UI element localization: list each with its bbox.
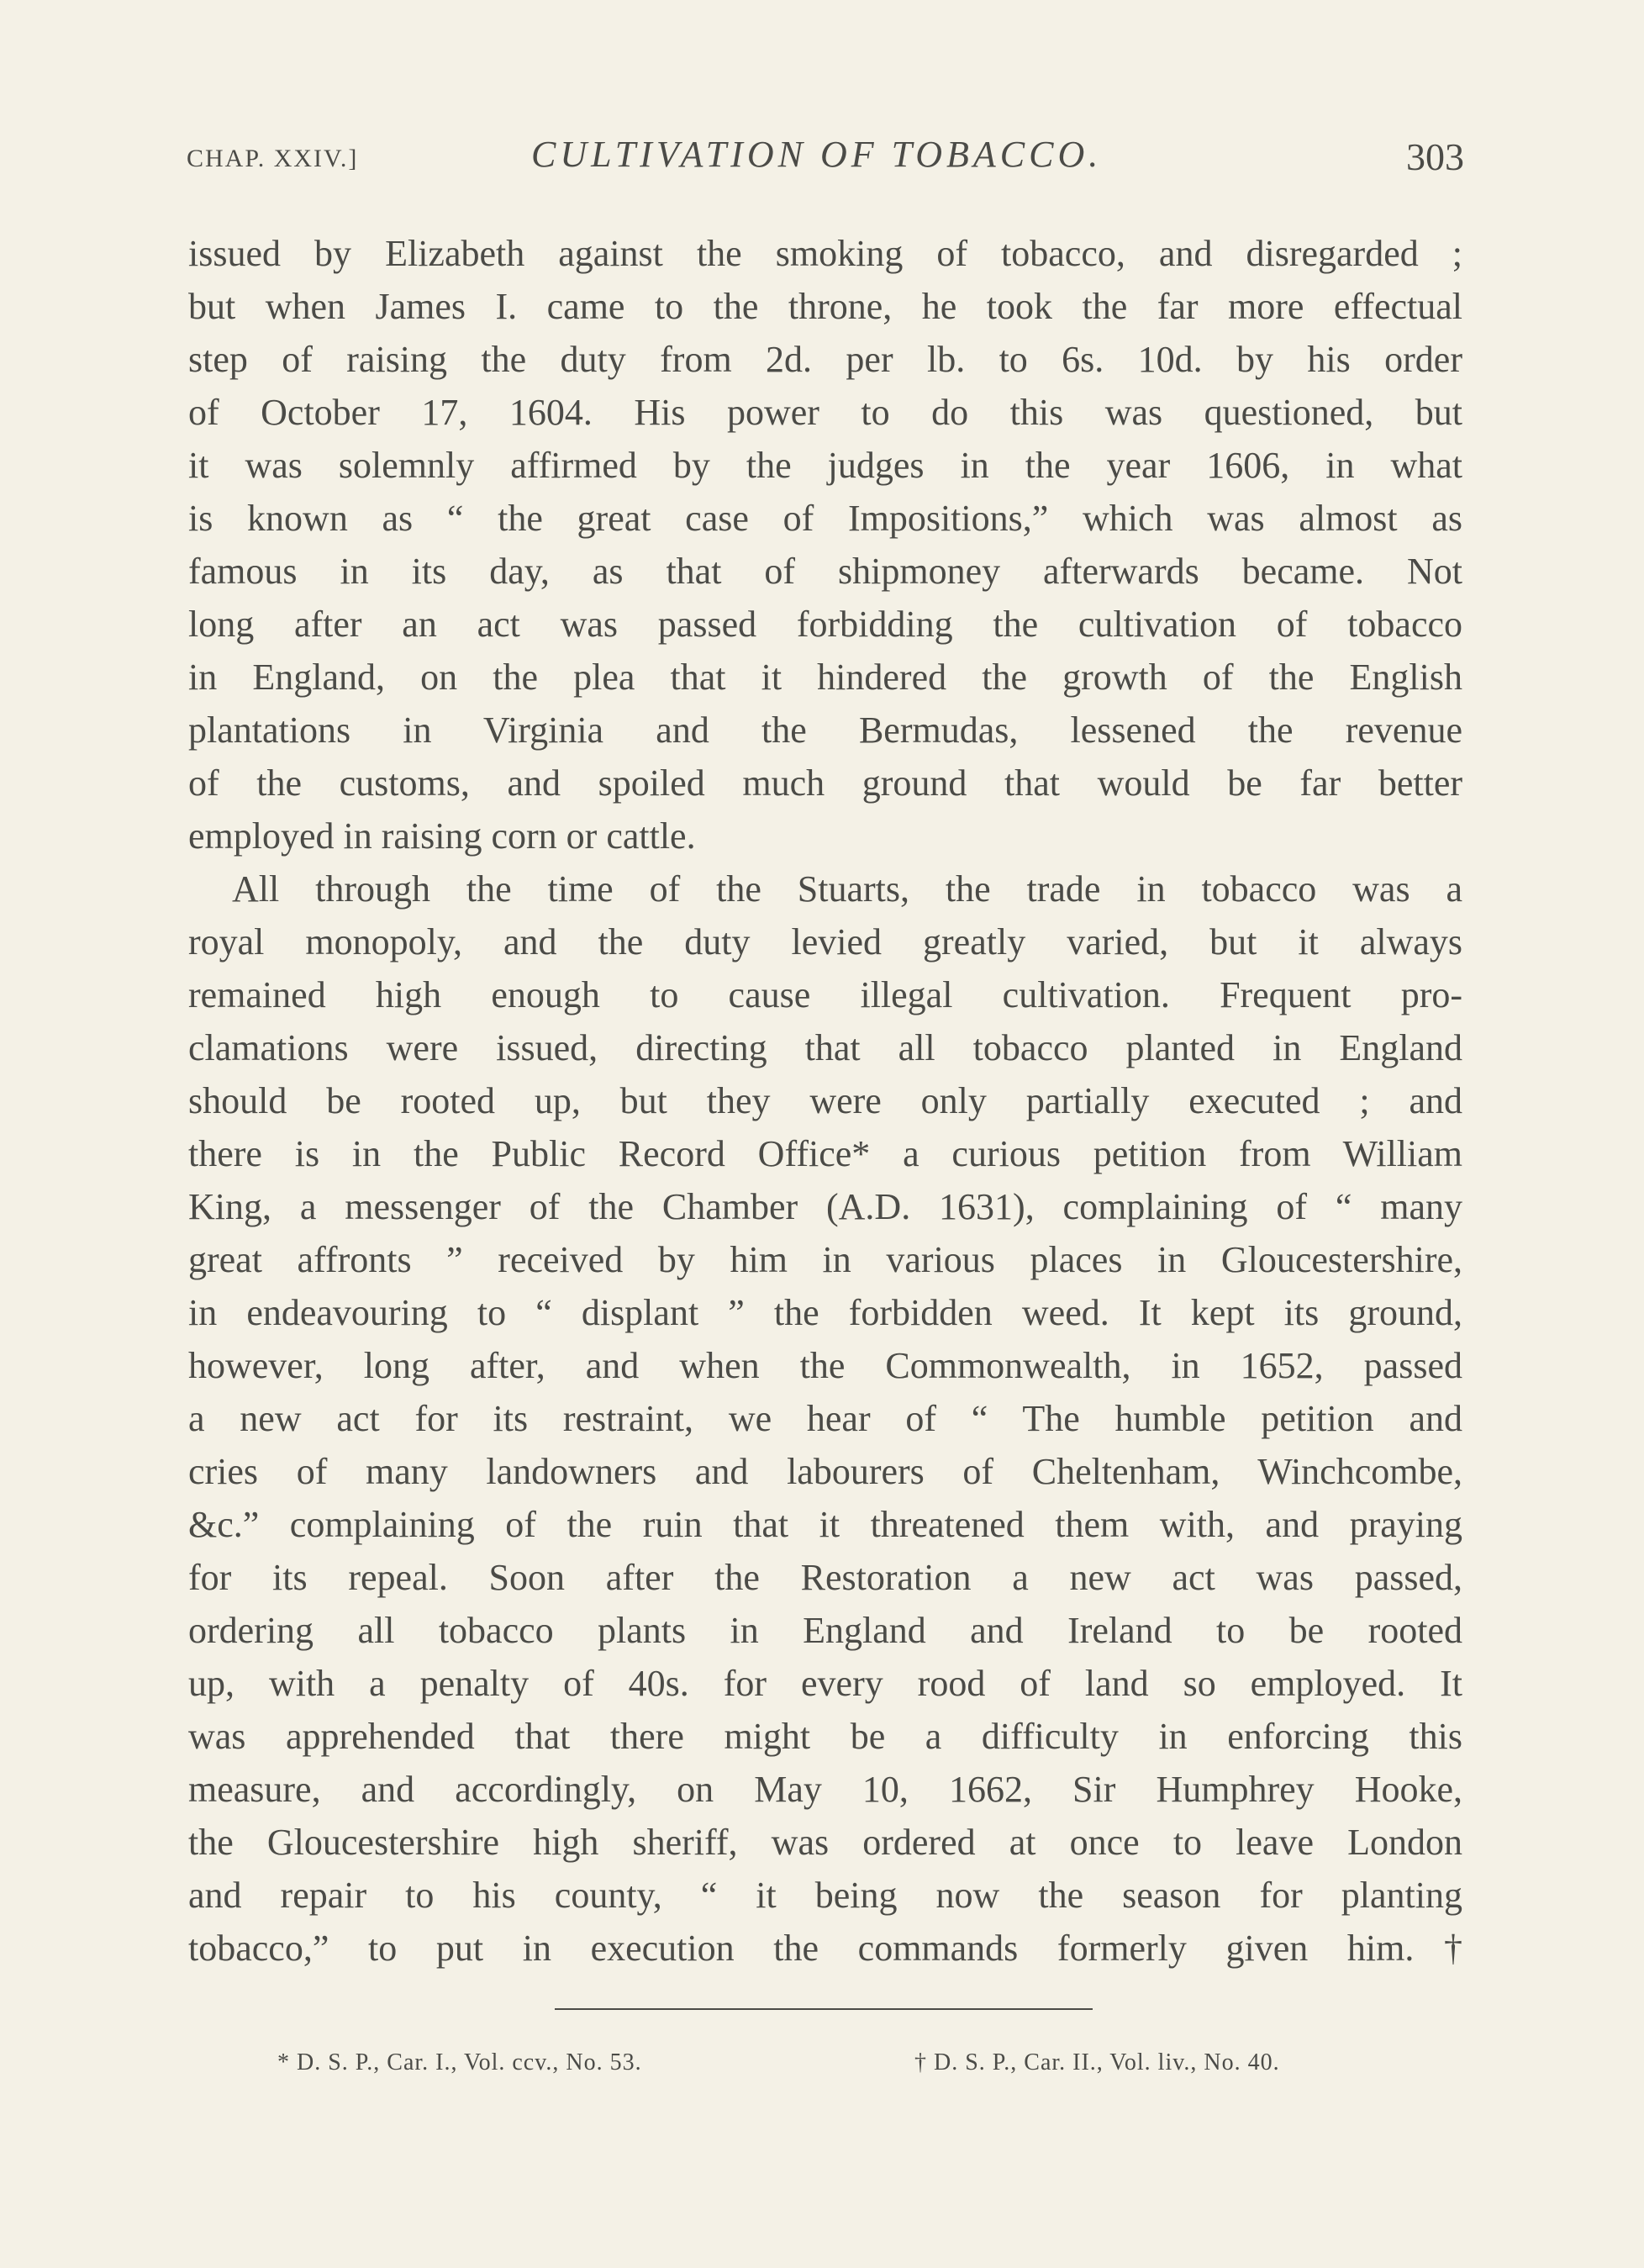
text-line: for its repeal. Soon after the Restoration a new act was passed, xyxy=(188,1557,1462,1598)
text-line: issued by Elizabeth against the smoking of tobacco, and disregarded ; xyxy=(188,233,1462,274)
text-line: of October 17, 1604. His power to do this was questioned, but xyxy=(188,392,1462,433)
footnote-2: † D. S. P., Car. II., Vol. liv., No. 40. xyxy=(914,2049,1280,2075)
text-line: the Gloucestershire high sheriff, was ordered at once to leave London xyxy=(188,1822,1462,1863)
text-line: ordering all tobacco plants in England and Ireland to be rooted xyxy=(188,1610,1462,1651)
text-line: a new act for its restraint, we hear of “ The humble petition and xyxy=(188,1398,1462,1439)
text-line: remained high enough to cause illegal cultivation. Frequent pro- xyxy=(188,974,1462,1015)
paragraph-start-line: All through the time of the Stuarts, the trade in tobacco was a xyxy=(232,868,1462,910)
text-line: up, with a penalty of 40s. for every rood of land so employed. It xyxy=(188,1663,1462,1704)
body-text xyxy=(188,227,1462,1975)
text-line: however, long after, and when the Commonwealth, in 1652, passed xyxy=(188,1345,1462,1386)
page-number: 303 xyxy=(1406,135,1464,178)
text-line: there is in the Public Record Office* a curious petition from William xyxy=(188,1133,1462,1174)
running-title: CULTIVATION OF TOBACCO. xyxy=(531,134,1103,175)
text-line: and repair to his county, “ it being now the season for planting xyxy=(188,1875,1462,1916)
text-line: royal monopoly, and the duty levied greatly varied, but it always xyxy=(188,921,1462,963)
footnote-divider xyxy=(555,2008,1093,2010)
text-line: tobacco,” to put in execution the commands formerly given him.† xyxy=(188,1928,1462,1969)
chapter-label: CHAP. XXIV.] xyxy=(187,145,359,172)
text-line: famous in its day, as that of shipmoney afterwards became. Not xyxy=(188,551,1462,592)
text-line: but when James I. came to the throne, he took the far more effectual xyxy=(188,286,1462,327)
text-line: it was solemnly affirmed by the judges in the year 1606, in what xyxy=(188,445,1462,486)
text-line: of the customs, and spoiled much ground that would be far better xyxy=(188,762,1462,804)
footnote-1: * D. S. P., Car. I., Vol. ccv., No. 53. xyxy=(277,2049,642,2075)
text-line: is known as “ the great case of Impositions,” which was almost as xyxy=(188,498,1462,539)
text-line: measure, and accordingly, on May 10, 1662, Sir Humphrey Hooke, xyxy=(188,1769,1462,1810)
text-line: step of raising the duty from 2d. per lb. to 6s. 10d. by his order xyxy=(188,339,1462,380)
paragraph-end-line: employed in raising corn or cattle. xyxy=(188,815,696,857)
text-line: plantations in Virginia and the Bermudas, lessened the revenue xyxy=(188,709,1462,751)
text-line: cries of many landowners and labourers of Cheltenham, Winchcombe, xyxy=(188,1451,1462,1492)
text-line: King, a messenger of the Chamber (A.D. 1631), complaining of “ many xyxy=(188,1186,1462,1227)
text-line: long after an act was passed forbidding the cultivation of tobacco xyxy=(188,604,1462,645)
text-line: clamations were issued, directing that all tobacco planted in England xyxy=(188,1027,1462,1068)
text-line: should be rooted up, but they were only partially executed ; and xyxy=(188,1080,1462,1121)
text-line: in England, on the plea that it hindered the growth of the English xyxy=(188,657,1462,698)
text-line: in endeavouring to “ displant ” the forbidden weed. It kept its ground, xyxy=(188,1292,1462,1333)
running-header xyxy=(187,133,1464,183)
text-line: great affronts ” received by him in various places in Gloucestershire, xyxy=(188,1239,1462,1280)
text-line: was apprehended that there might be a difficulty in enforcing this xyxy=(188,1716,1462,1757)
text-line: &c.” complaining of the ruin that it threatened them with, and praying xyxy=(188,1504,1462,1545)
